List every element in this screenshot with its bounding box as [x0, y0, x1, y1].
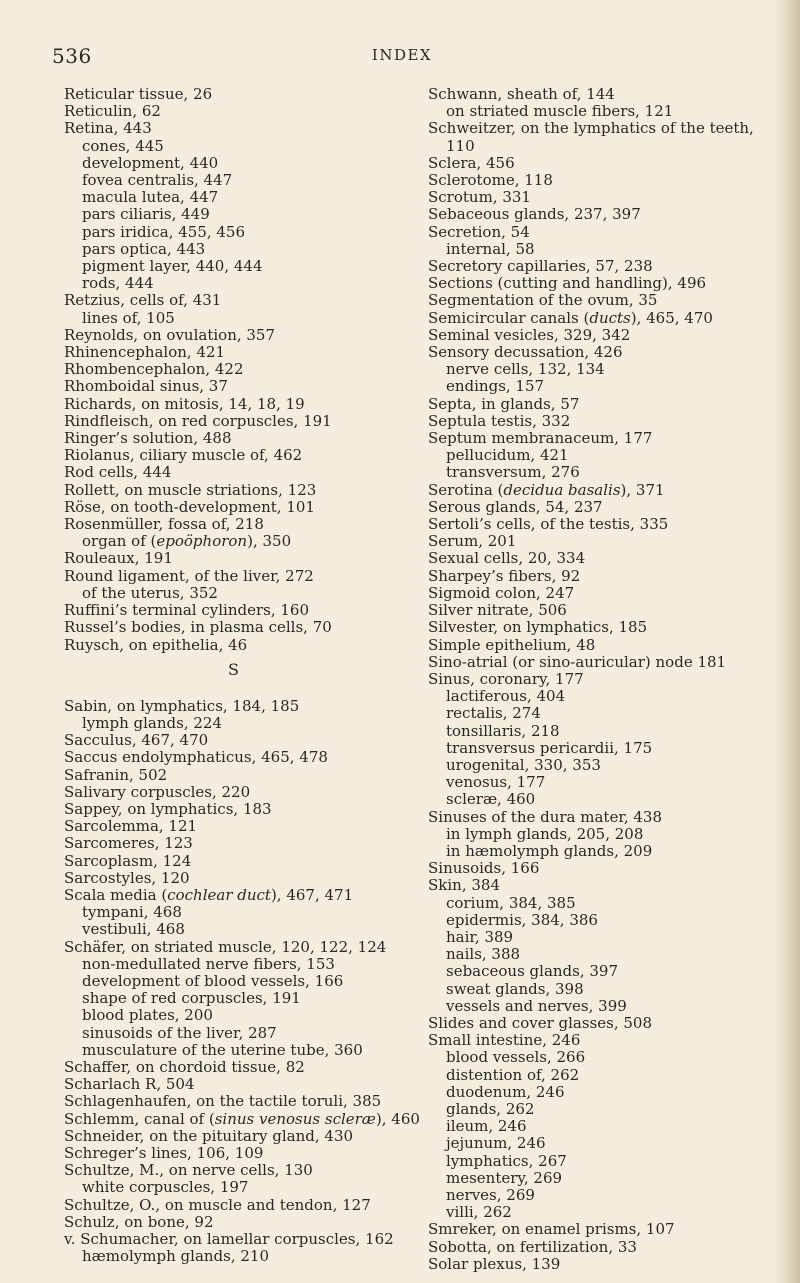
index-subentry: lymphatics, 267 — [446, 1151, 567, 1170]
index-entry: v. Schumacher, on lamellar corpuscles, 162 — [64, 1230, 394, 1248]
index-entry: Reynolds, on ovulation, 357 — [64, 325, 276, 344]
index-entry: Safranin, 502 — [64, 765, 168, 784]
index-entry: Round ligament, of the liver, 272 — [64, 566, 314, 585]
index-entry: Serotina (decidua basalis), 371 — [428, 480, 665, 499]
index-entry: Sexual cells, 20, 334 — [428, 549, 586, 568]
index-entry: Sacculus, 467, 470 — [64, 731, 209, 750]
index-entry: Riolanus, ciliary muscle of, 462 — [64, 446, 303, 465]
index-subentry: venosus, 177 — [446, 773, 546, 792]
index-subentry: endings, 157 — [446, 377, 545, 396]
index-entry: Sections (cutting and handling), 496 — [428, 274, 707, 293]
index-entry: Schlagenhaufen, on the tactile toruli, 385 — [64, 1092, 382, 1111]
index-entry: Serous glands, 54, 237 — [428, 497, 603, 516]
index-column-right — [428, 86, 770, 1273]
index-entry: Retzius, cells of, 431 — [64, 291, 222, 310]
index-subentry: white corpuscles, 197 — [82, 1178, 249, 1197]
index-subentry: musculature of the uterine tube, 360 — [82, 1040, 363, 1059]
index-entry: Sarcolemma, 121 — [64, 817, 198, 836]
index-entry: Richards, on mitosis, 14, 18, 19 — [64, 394, 305, 413]
index-subentry: cones, 445 — [82, 136, 164, 155]
index-entry: Simple epithelium, 48 — [428, 635, 596, 654]
index-subentry: tympani, 468 — [82, 903, 182, 922]
index-subentry: lactiferous, 404 — [446, 687, 566, 706]
page-header — [52, 44, 752, 70]
index-subentry: sweat glands, 398 — [446, 979, 584, 998]
index-entry: Rhombencephalon, 422 — [64, 360, 244, 379]
index-entry: Sinus, coronary, 177 — [428, 669, 584, 688]
index-subentry: rectalis, 274 — [446, 704, 541, 723]
index-subentry: in lymph glands, 205, 208 — [446, 824, 644, 843]
index-subentry: vestibuli, 468 — [82, 920, 185, 939]
index-entry: Sebaceous glands, 237, 397 — [428, 205, 641, 224]
index-subentry: jejunum, 246 — [446, 1134, 546, 1153]
index-subentry: in hæmolymph glands, 209 — [446, 841, 653, 860]
index-subentry: blood plates, 200 — [82, 1006, 213, 1025]
index-entry: Sclera, 456 — [428, 153, 515, 172]
index-subentry: pigment layer, 440, 444 — [82, 257, 263, 276]
index-subentry: sinusoids of the liver, 287 — [82, 1023, 277, 1042]
index-subentry: lines of, 105 — [82, 308, 175, 327]
index-subentry: non-medullated nerve fibers, 153 — [82, 954, 335, 973]
index-subentry: organ of (epoöphoron), 350 — [82, 532, 292, 551]
index-entry: Schlemm, canal of (sinus venosus scleræ), 460 — [64, 1109, 420, 1128]
index-subentry: lymph glands, 224 — [82, 713, 222, 732]
index-entry: Smreker, on enamel prisms, 107 — [428, 1220, 675, 1239]
index-subentry: nails, 388 — [446, 945, 521, 964]
index-entry: Ringer’s solution, 488 — [64, 429, 232, 448]
index-entry: Schäfer, on striated muscle, 120, 122, 124 — [64, 937, 387, 956]
index-entry: Sabin, on lymphatics, 184, 185 — [64, 696, 300, 715]
index-entry: Septa, in glands, 57 — [428, 394, 580, 413]
index-entry: Septula testis, 332 — [428, 411, 571, 430]
index-entry: Slides and cover glasses, 508 — [428, 1013, 652, 1032]
index-entry: Schulz, on bone, 92 — [64, 1212, 214, 1231]
index-subentry: fovea centralis, 447 — [82, 171, 233, 190]
index-entry: Rollett, on muscle striations, 123 — [64, 480, 317, 499]
page-edge-shadow — [774, 0, 800, 1283]
page-number: 536 — [52, 44, 92, 68]
index-subentry: nerves, 269 — [446, 1186, 535, 1204]
index-entry: Sensory decussation, 426 — [428, 343, 623, 362]
index-subentry: distention of, 262 — [446, 1065, 580, 1084]
index-subentry: villi, 262 — [446, 1203, 512, 1222]
index-entry: Sharpey’s fibers, 92 — [428, 566, 581, 585]
index-subentry: hair, 389 — [446, 927, 514, 946]
index-subentry: macula lutea, 447 — [82, 188, 219, 207]
index-subentry: internal, 58 — [446, 239, 535, 258]
index-column-left — [64, 85, 420, 1266]
index-entry: Schultze, M., on nerve cells, 130 — [64, 1161, 313, 1180]
index-subentry: epidermis, 384, 386 — [446, 910, 598, 929]
index-entry: Secretory capillaries, 57, 238 — [428, 257, 653, 276]
index-entry: Russel’s bodies, in plasma cells, 70 — [64, 618, 332, 637]
index-subentry: vessels and nerves, 399 — [446, 996, 627, 1015]
index-entry: Seminal vesicles, 329, 342 — [428, 325, 631, 344]
index-subentry: pars iridica, 455, 456 — [82, 222, 246, 241]
index-entry: Salivary corpuscles, 220 — [64, 782, 251, 801]
index-entry: Scala media (cochlear duct), 467, 471 — [64, 885, 354, 904]
index-subentry: urogenital, 330, 353 — [446, 755, 601, 774]
index-subentry: blood vessels, 266 — [446, 1048, 586, 1067]
index-entry: Scharlach R, 504 — [64, 1075, 195, 1094]
index-subentry: sebaceous glands, 397 — [446, 962, 619, 981]
index-subentry: development, 440 — [82, 153, 219, 172]
section-letter: S — [228, 659, 240, 679]
index-entry: Sarcoplasm, 124 — [64, 851, 192, 870]
index-subentry: corium, 384, 385 — [446, 893, 576, 912]
index-entry: Sinuses of the dura mater, 438 — [428, 807, 663, 826]
index-entry: Schreger’s lines, 106, 109 — [64, 1143, 264, 1162]
index-entry: Rouleaux, 191 — [64, 549, 173, 568]
index-entry: Sappey, on lymphatics, 183 — [64, 799, 272, 818]
index-entry: Septum membranaceum, 177 — [428, 429, 653, 448]
index-subentry: nerve cells, 132, 134 — [446, 360, 605, 379]
index-entry: Schwann, sheath of, 144 — [428, 85, 615, 103]
index-entry: Röse, on tooth-development, 101 — [64, 497, 315, 516]
index-entry: Sarcomeres, 123 — [64, 834, 193, 853]
index-entry: Schaffer, on chordoid tissue, 82 — [64, 1057, 305, 1076]
index-entry: Rindfleisch, on red corpuscles, 191 — [64, 411, 332, 430]
index-subentry: pars ciliaris, 449 — [82, 205, 210, 224]
index-entry: Small intestine, 246 — [428, 1031, 581, 1050]
index-entry: Rosenmüller, fossa of, 218 — [64, 515, 264, 534]
index-entry: Reticular tissue, 26 — [64, 85, 213, 103]
index-subentry: transversus pericardii, 175 — [446, 738, 653, 757]
index-subentry: on striated muscle fibers, 121 — [446, 102, 674, 121]
index-subentry: tonsillaris, 218 — [446, 721, 560, 740]
index-subentry: duodenum, 246 — [446, 1082, 565, 1101]
index-subentry: pars optica, 443 — [82, 239, 206, 258]
index-entry: Reticulin, 62 — [64, 102, 161, 121]
index-entry: Rhomboidal sinus, 37 — [64, 377, 228, 396]
index-subentry: rods, 444 — [82, 274, 154, 293]
index-subentry: of the uterus, 352 — [82, 583, 218, 602]
index-entry: Saccus endolymphaticus, 465, 478 — [64, 748, 328, 767]
index-subentry: 110 — [446, 136, 475, 155]
index-subentry: ileum, 246 — [446, 1117, 527, 1136]
index-subentry: hæmolymph glands, 210 — [82, 1247, 270, 1266]
index-subentry: transversum, 276 — [446, 463, 580, 482]
index-subentry: shape of red corpuscles, 191 — [82, 989, 301, 1008]
index-entry: Scrotum, 331 — [428, 188, 531, 207]
index-entry: Serum, 201 — [428, 532, 517, 551]
index-entry: Silvester, on lymphatics, 185 — [428, 618, 648, 637]
index-entry: Sarcostyles, 120 — [64, 868, 190, 887]
index-entry: Ruffini’s terminal cylinders, 160 — [64, 601, 310, 620]
index-entry: Sino-atrial (or sino-auricular) node 181 — [428, 652, 727, 671]
index-entry: Schweitzer, on the lymphatics of the teeth, — [428, 119, 754, 138]
index-entry: Sinusoids, 166 — [428, 859, 540, 878]
index-entry: Sclerotome, 118 — [428, 171, 553, 190]
index-entry: Schneider, on the pituitary gland, 430 — [64, 1126, 354, 1145]
index-subentry: development of blood vessels, 166 — [82, 971, 344, 990]
index-entry: Rod cells, 444 — [64, 463, 172, 482]
index-subentry: glands, 262 — [446, 1099, 535, 1118]
index-entry: Sertoli’s cells, of the testis, 335 — [428, 515, 669, 534]
index-entry: Ruysch, on epithelia, 46 — [64, 635, 248, 654]
index-entry: Rhinencephalon, 421 — [64, 343, 226, 362]
index-entry: Skin, 384 — [428, 876, 500, 895]
running-head: INDEX — [371, 46, 433, 64]
index-entry: Solar plexus, 139 — [428, 1254, 561, 1273]
index-entry: Sobotta, on fertilization, 33 — [428, 1237, 637, 1256]
index-entry: Sigmoid colon, 247 — [428, 583, 575, 602]
index-subentry: mesentery, 269 — [446, 1168, 563, 1187]
index-entry: Retina, 443 — [64, 119, 152, 138]
index-entry: Secretion, 54 — [428, 222, 530, 241]
index-entry: Semicircular canals (ducts), 465, 470 — [428, 308, 713, 327]
index-entry: Schultze, O., on muscle and tendon, 127 — [64, 1195, 371, 1214]
index-subentry: scleræ, 460 — [446, 790, 536, 809]
index-entry: Silver nitrate, 506 — [428, 601, 567, 620]
index-subentry: pellucidum, 421 — [446, 446, 569, 465]
index-entry: Segmentation of the ovum, 35 — [428, 291, 658, 310]
